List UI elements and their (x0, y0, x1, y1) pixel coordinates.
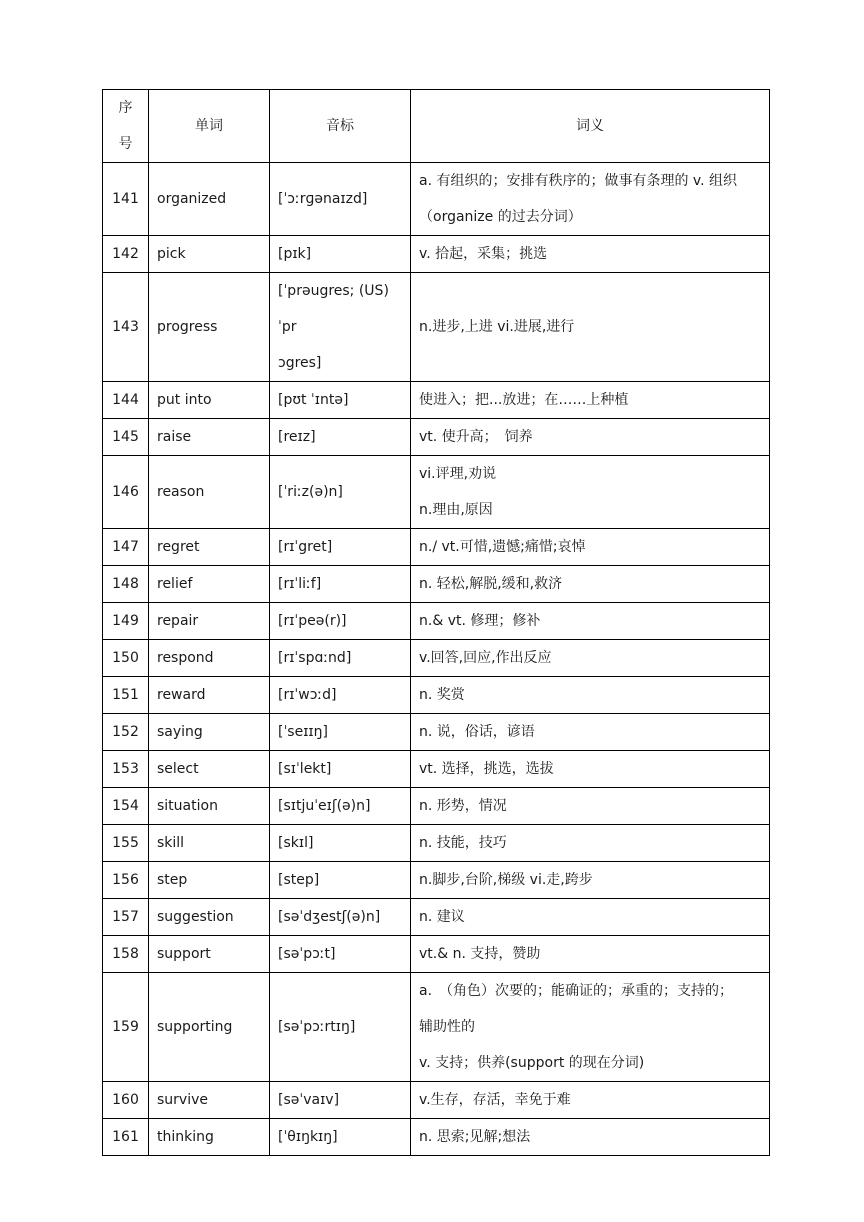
row-number: 153 (103, 751, 149, 788)
meaning-line: 使进入；把...放进；在……上种植 (419, 392, 629, 408)
row-number: 147 (103, 529, 149, 566)
word-cell: saying (149, 714, 270, 751)
table-row (103, 1082, 770, 1119)
word-cell: raise (149, 419, 270, 456)
table-row (103, 862, 770, 899)
meaning-line: a. （角色）次要的；能确证的；承重的；支持的； (419, 983, 734, 999)
meaning-line: a. 有组织的；安排有秩序的；做事有条理的 v. 组织 (419, 173, 738, 189)
row-number: 145 (103, 419, 149, 456)
meaning-line: vi.评理,劝说 (419, 466, 497, 482)
word-cell: organized (149, 163, 270, 236)
row-number: 151 (103, 677, 149, 714)
word-cell: thinking (149, 1119, 270, 1156)
table-row (103, 677, 770, 714)
phonetic-cell: [səˈdʒestʃ(ə)n] (270, 899, 411, 936)
word-cell: suggestion (149, 899, 270, 936)
row-number: 157 (103, 899, 149, 936)
phonetic-cell: [ˈθɪŋkɪŋ] (270, 1119, 411, 1156)
word-cell: respond (149, 640, 270, 677)
meaning-cell (411, 751, 770, 788)
meaning-cell (411, 456, 770, 529)
meaning-cell (411, 566, 770, 603)
meaning-cell (411, 640, 770, 677)
row-number: 150 (103, 640, 149, 677)
word-cell: progress (149, 273, 270, 382)
meaning-cell (411, 603, 770, 640)
row-number: 142 (103, 236, 149, 273)
meaning-line: v. 支持；供养(support 的现在分词) (419, 1055, 645, 1071)
header-meaning: 词义 (411, 90, 770, 163)
phonetic-line: ɔgres] (278, 355, 322, 371)
meaning-line: （organize 的过去分词） (419, 209, 582, 225)
table-row (103, 1119, 770, 1156)
word-cell: select (149, 751, 270, 788)
vocabulary-table (102, 89, 770, 1156)
phonetic-cell: [rɪˈgret] (270, 529, 411, 566)
word-cell: put into (149, 382, 270, 419)
table-header (103, 90, 770, 163)
phonetic-cell: [pɪk] (270, 236, 411, 273)
meaning-cell (411, 899, 770, 936)
meaning-line: n. 轻松,解脱,缓和,救济 (419, 576, 563, 592)
phonetic-cell: [səˈvaɪv] (270, 1082, 411, 1119)
meaning-line: v. 拾起，采集；挑选 (419, 246, 548, 262)
phonetic-cell: [səˈpɔːrtɪŋ] (270, 973, 411, 1082)
meaning-line: n./ vt.可惜,遗憾;痛惜;哀悼 (419, 539, 586, 555)
table-row (103, 973, 770, 1082)
meaning-cell (411, 677, 770, 714)
phonetic-cell: [skɪl] (270, 825, 411, 862)
meaning-cell (411, 273, 770, 382)
table-row (103, 529, 770, 566)
table-row (103, 825, 770, 862)
meaning-cell (411, 825, 770, 862)
meaning-line: 辅助性的 (419, 1019, 475, 1035)
row-number: 149 (103, 603, 149, 640)
row-number: 155 (103, 825, 149, 862)
table-row (103, 640, 770, 677)
row-number: 146 (103, 456, 149, 529)
meaning-cell (411, 973, 770, 1082)
table-row (103, 236, 770, 273)
table-row (103, 419, 770, 456)
meaning-cell (411, 1119, 770, 1156)
row-number: 141 (103, 163, 149, 236)
meaning-line: n. 说，俗话，谚语 (419, 724, 535, 740)
meaning-cell (411, 862, 770, 899)
phonetic-cell: [ˈseɪɪŋ] (270, 714, 411, 751)
meaning-cell (411, 1082, 770, 1119)
phonetic-cell: [pʊt ˈɪntə] (270, 382, 411, 419)
header-number-line1: 序 (118, 100, 133, 116)
word-cell: relief (149, 566, 270, 603)
table-row (103, 751, 770, 788)
meaning-line: vt.& n. 支持，赞助 (419, 946, 541, 962)
phonetic-cell: [ˈɔːrɡənaɪzd] (270, 163, 411, 236)
meaning-line: v.回答,回应,作出反应 (419, 650, 552, 666)
phonetic-cell: [səˈpɔːt] (270, 936, 411, 973)
word-cell: repair (149, 603, 270, 640)
row-number: 161 (103, 1119, 149, 1156)
table-body (103, 163, 770, 1156)
meaning-line: v.生存，存活，幸免于难 (419, 1092, 571, 1108)
meaning-cell (411, 714, 770, 751)
row-number: 156 (103, 862, 149, 899)
row-number: 152 (103, 714, 149, 751)
phonetic-cell: [sɪtjuˈeɪʃ(ə)n] (270, 788, 411, 825)
meaning-line: n.& vt. 修理；修补 (419, 613, 541, 629)
meaning-cell (411, 788, 770, 825)
word-cell: pick (149, 236, 270, 273)
table-row (103, 603, 770, 640)
meaning-line: vt. 选择，挑选，选拔 (419, 761, 554, 777)
phonetic-cell: [step] (270, 862, 411, 899)
meaning-line: n. 技能，技巧 (419, 835, 507, 851)
meaning-cell (411, 529, 770, 566)
meaning-line: n.理由,原因 (419, 502, 493, 518)
table-row (103, 788, 770, 825)
row-number: 154 (103, 788, 149, 825)
meaning-cell (411, 236, 770, 273)
meaning-cell (411, 419, 770, 456)
meaning-line: n.进步,上进 vi.进展,进行 (419, 319, 575, 335)
row-number: 160 (103, 1082, 149, 1119)
table-row (103, 382, 770, 419)
word-cell: reward (149, 677, 270, 714)
meaning-line: n. 建议 (419, 909, 465, 925)
table-row (103, 163, 770, 236)
meaning-cell (411, 936, 770, 973)
word-cell: support (149, 936, 270, 973)
meaning-line: n. 奖赏 (419, 687, 465, 703)
word-cell: survive (149, 1082, 270, 1119)
meaning-cell (411, 382, 770, 419)
meaning-line: vt. 使升高； 饲养 (419, 429, 533, 445)
word-cell: step (149, 862, 270, 899)
row-number: 144 (103, 382, 149, 419)
word-cell: regret (149, 529, 270, 566)
header-phonetic: 音标 (270, 90, 411, 163)
header-word: 单词 (149, 90, 270, 163)
phonetic-cell: [reɪz] (270, 419, 411, 456)
row-number: 143 (103, 273, 149, 382)
word-cell: skill (149, 825, 270, 862)
meaning-line: n.脚步,台阶,梯级 vi.走,跨步 (419, 872, 593, 888)
row-number: 148 (103, 566, 149, 603)
row-number: 159 (103, 973, 149, 1082)
meaning-cell (411, 163, 770, 236)
header-number-line2: 号 (118, 136, 133, 152)
phonetic-cell (270, 273, 411, 382)
header-number (103, 90, 149, 163)
table-row (103, 936, 770, 973)
phonetic-cell: [ˈriːz(ə)n] (270, 456, 411, 529)
meaning-line: n. 形势，情况 (419, 798, 507, 814)
phonetic-cell: [rɪˈliːf] (270, 566, 411, 603)
phonetic-cell: [rɪˈwɔːd] (270, 677, 411, 714)
table-row (103, 899, 770, 936)
phonetic-cell: [rɪˈspɑːnd] (270, 640, 411, 677)
table-row (103, 714, 770, 751)
phonetic-line: [ˈprəugres; (US) ˈpr (278, 283, 389, 335)
word-cell: reason (149, 456, 270, 529)
phonetic-cell: [sɪˈlekt] (270, 751, 411, 788)
table-row (103, 456, 770, 529)
table-row (103, 566, 770, 603)
word-cell: situation (149, 788, 270, 825)
table-row (103, 273, 770, 382)
row-number: 158 (103, 936, 149, 973)
phonetic-cell: [rɪˈpeə(r)] (270, 603, 411, 640)
word-cell: supporting (149, 973, 270, 1082)
meaning-line: n. 思索;见解;想法 (419, 1129, 531, 1145)
